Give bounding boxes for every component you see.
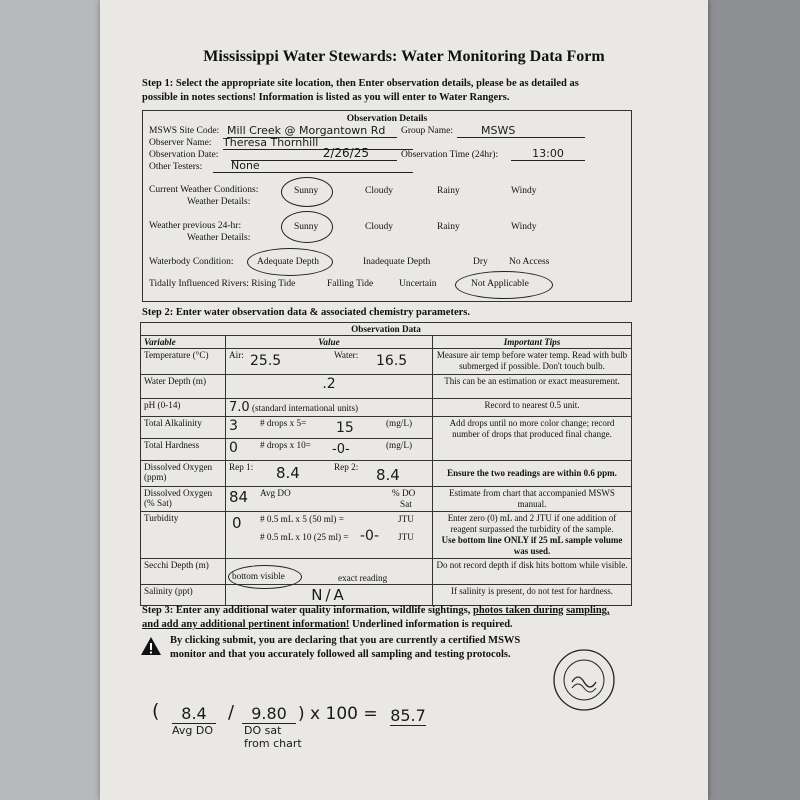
waterbody-dry[interactable]: Dry [473,257,488,267]
prev-weather-rainy[interactable]: Rainy [437,222,460,232]
ph-cell [226,399,433,417]
waterbody-inadequate[interactable]: Inadequate Depth [363,257,431,267]
secchi-cell [226,559,433,585]
prev-weather-label: Weather previous 24-hr: [149,221,242,231]
step3-line2a: sampling, and add any additional pertinent information! [142,605,610,630]
do-sat-avg-value[interactable]: 84 [229,488,249,506]
hardness-cell [226,439,433,461]
alkalinity-formula: # drops x 5= [260,418,307,428]
current-weather-details-label: Weather Details: [187,197,251,207]
turbidity-jtu2: JTU [398,532,414,542]
prev-weather-details-label: Weather Details: [187,233,251,243]
depth-label: Water Depth (m) [141,375,226,399]
alkalinity-value[interactable]: 15 [336,420,354,436]
do-ppm-label: Dissolved Oxygen (ppm) [141,461,226,487]
secchi-tip: Do not record depth if disk hits bottom while visible. [433,559,632,585]
observation-data-header: Observation Data [141,323,632,336]
salinity-tip: If salinity is present, do not test for hardness. [433,585,632,606]
background-left [0,0,100,800]
prev-weather-cloudy[interactable]: Cloudy [365,222,393,232]
observation-details-header: Observation Details [346,114,428,124]
calc-slash: / [228,702,235,723]
tidal-label: Tidally Influenced Rivers: Rising Tide [149,279,296,289]
turbidity-value[interactable]: -0- [360,528,380,544]
background-right [710,0,800,800]
turbidity-jtu1: JTU [398,514,414,524]
do-tip: Ensure the two readings are within 0.6 ppm. [433,461,632,487]
current-weather-rainy[interactable]: Rainy [437,186,460,196]
rep1-value[interactable]: 8.4 [276,464,300,482]
do-sat-tip: Estimate from chart that accompanied MSWS manual. [433,487,632,512]
step3-line2b: Underlined information is required. [352,619,513,630]
alkalinity-cell [226,417,433,439]
step1-line1: Step 1: Select the appropriate site location, then Enter observation details, please be as detailed as [142,78,579,89]
water-temp-value[interactable]: 16.5 [376,353,408,369]
tidal-not-applicable[interactable]: Not Applicable [471,279,529,289]
depth-tip: This can be an estimation or exact measurement. [433,375,632,399]
calc-do-sat-label [244,724,302,750]
temp-label: Temperature (°C) [141,349,226,375]
turbidity-tip-1: Enter zero (0) mL and 2 JTU if one addition of reagent surpassed the turbidity of the sample. [447,513,617,534]
group-name-label: Group Name: [401,126,453,136]
turbidity-label: Turbidity [141,512,226,559]
do-sat-cell [226,487,433,512]
secchi-exact-reading[interactable]: exact reading [338,573,388,583]
turbidity-line2: # 0.5 mL x 10 (25 ml) = [260,532,349,542]
observation-date-field[interactable]: 2/26/25 [231,146,397,161]
ph-tip: Record to nearest 0.5 unit. [433,399,632,417]
salinity-label: Salinity (ppt) [141,585,226,606]
hardness-formula: # drops x 10= [260,440,311,450]
sat-label: Sat [400,499,412,509]
declaration-line2: monitor and that you accurately followed all sampling and testing protocols. [170,649,511,660]
current-weather-windy[interactable]: Windy [511,186,537,196]
other-testers-label: Other Testers: [149,162,203,172]
calc-do-sat-label-2: from chart [244,737,302,750]
salinity-value[interactable]: N/A [226,585,433,606]
tidal-uncertain[interactable]: Uncertain [399,279,437,289]
avg-do-label: Avg DO [260,488,291,498]
current-weather-cloudy[interactable]: Cloudy [365,186,393,196]
prev-sunny-circle [281,211,333,243]
step3-instructions [142,604,612,632]
tidal-not-applicable-circle [455,271,553,299]
alkalinity-tip: Add drops until no more color change; record number of drops that produced final change. [433,417,632,461]
observer-name-field[interactable]: Theresa Thornhill [223,136,413,150]
do-ppm-cell [226,461,433,487]
observation-time-field[interactable]: 13:00 [511,147,585,161]
observation-data-table [140,322,632,606]
msws-logo [552,648,616,712]
depth-value[interactable]: .2 [226,375,433,399]
calc-do-sat-value: 9.80 [242,704,296,724]
waterbody-no-access[interactable]: No Access [509,257,550,267]
other-testers-field[interactable]: None [213,159,413,173]
col-value: Value [226,336,433,349]
prev-weather-windy[interactable]: Windy [511,222,537,232]
step2-instructions: Step 2: Enter water observation data & associated chemistry parameters. [142,307,470,318]
water-label: Water: [334,350,359,360]
hardness-value[interactable]: -0- [332,442,350,457]
declaration-text [170,634,590,662]
rep2-value[interactable]: 8.4 [376,466,400,484]
step3-line1: Step 3: Enter any additional water quality information, wildlife sightings, [142,605,471,616]
hardness-units: (mg/L) [386,440,413,450]
step3-photos: photos taken during [472,605,564,616]
alkalinity-units: (mg/L) [386,418,413,428]
site-code-field[interactable]: Mill Creek @ Morgantown Rd [227,124,397,138]
alkalinity-drops[interactable]: 3 [229,418,238,434]
calc-times-100: ) x 100 = [298,704,378,724]
rep2-label: Rep 2: [334,462,359,472]
waterbody-adequate[interactable]: Adequate Depth [257,257,319,267]
secchi-bottom-circle [228,565,302,589]
waterbody-adequate-circle [247,248,333,276]
observation-details-box [142,110,632,302]
current-sunny-circle [281,177,333,207]
current-weather-label: Current Weather Conditions: [149,185,259,195]
air-label: Air: [229,350,244,360]
waterbody-label: Waterbody Condition: [149,257,234,267]
temp-tip: Measure air temp before water temp. Read with bulb submerged if possible. Don't touch bulb. [433,349,632,375]
rep1-label: Rep 1: [229,462,254,472]
site-code-label: MSWS Site Code: [149,126,220,136]
calc-avg-do-label: Avg DO [172,724,213,737]
col-variable: Variable [141,336,226,349]
calc-do-sat-label-1: DO sat [244,724,282,737]
calc-open-paren: ( [152,700,160,722]
current-weather-sunny[interactable]: Sunny [294,186,319,196]
pct-do-label: % DO [392,488,416,498]
prev-weather-sunny[interactable]: Sunny [294,222,319,232]
hardness-label: Total Hardness [141,439,226,461]
calc-avg-do-value: 8.4 [172,704,216,724]
group-name-field[interactable]: MSWS [457,124,585,138]
step1-line2: possible in notes sections! Information is listed as you will enter to Water Rangers. [142,92,510,103]
turbidity-cell [226,512,433,559]
form-title: Mississippi Water Stewards: Water Monitoring Data Form [203,48,605,65]
calc-result: 85.7 [390,706,426,725]
temp-cell [226,349,433,375]
turbidity-line1: # 0.5 mL x 5 (50 ml) = [260,514,344,524]
alkalinity-label: Total Alkalinity [141,417,226,439]
step1-instructions [142,77,682,105]
ph-units: (standard international units) [251,403,359,413]
tidal-falling[interactable]: Falling Tide [327,279,374,289]
declaration-line1: By clicking submit, you are declaring that you are currently a certified MSWS [170,635,521,646]
ph-value[interactable]: 7.0 [229,400,250,415]
turbidity-drops[interactable]: 0 [232,514,242,532]
observer-name-label: Observer Name: [149,138,212,148]
observation-time-label: Observation Time (24hr): [401,150,499,160]
col-tips: Important Tips [433,336,632,349]
air-temp-value[interactable]: 25.5 [250,353,282,369]
ph-label: pH (0-14) [141,399,226,417]
hardness-drops[interactable]: 0 [229,440,238,456]
secchi-label: Secchi Depth (m) [141,559,226,585]
observation-date-label: Observation Date: [149,150,219,160]
do-sat-label: Dissolved Oxygen (% Sat) [141,487,226,512]
warning-icon [140,636,162,656]
turbidity-tip [433,512,632,559]
form-paper [100,0,708,800]
turbidity-tip-2: Use bottom line ONLY if 25 mL sample volume was used. [441,535,623,556]
secchi-bottom-visible[interactable]: bottom visible [232,571,285,581]
